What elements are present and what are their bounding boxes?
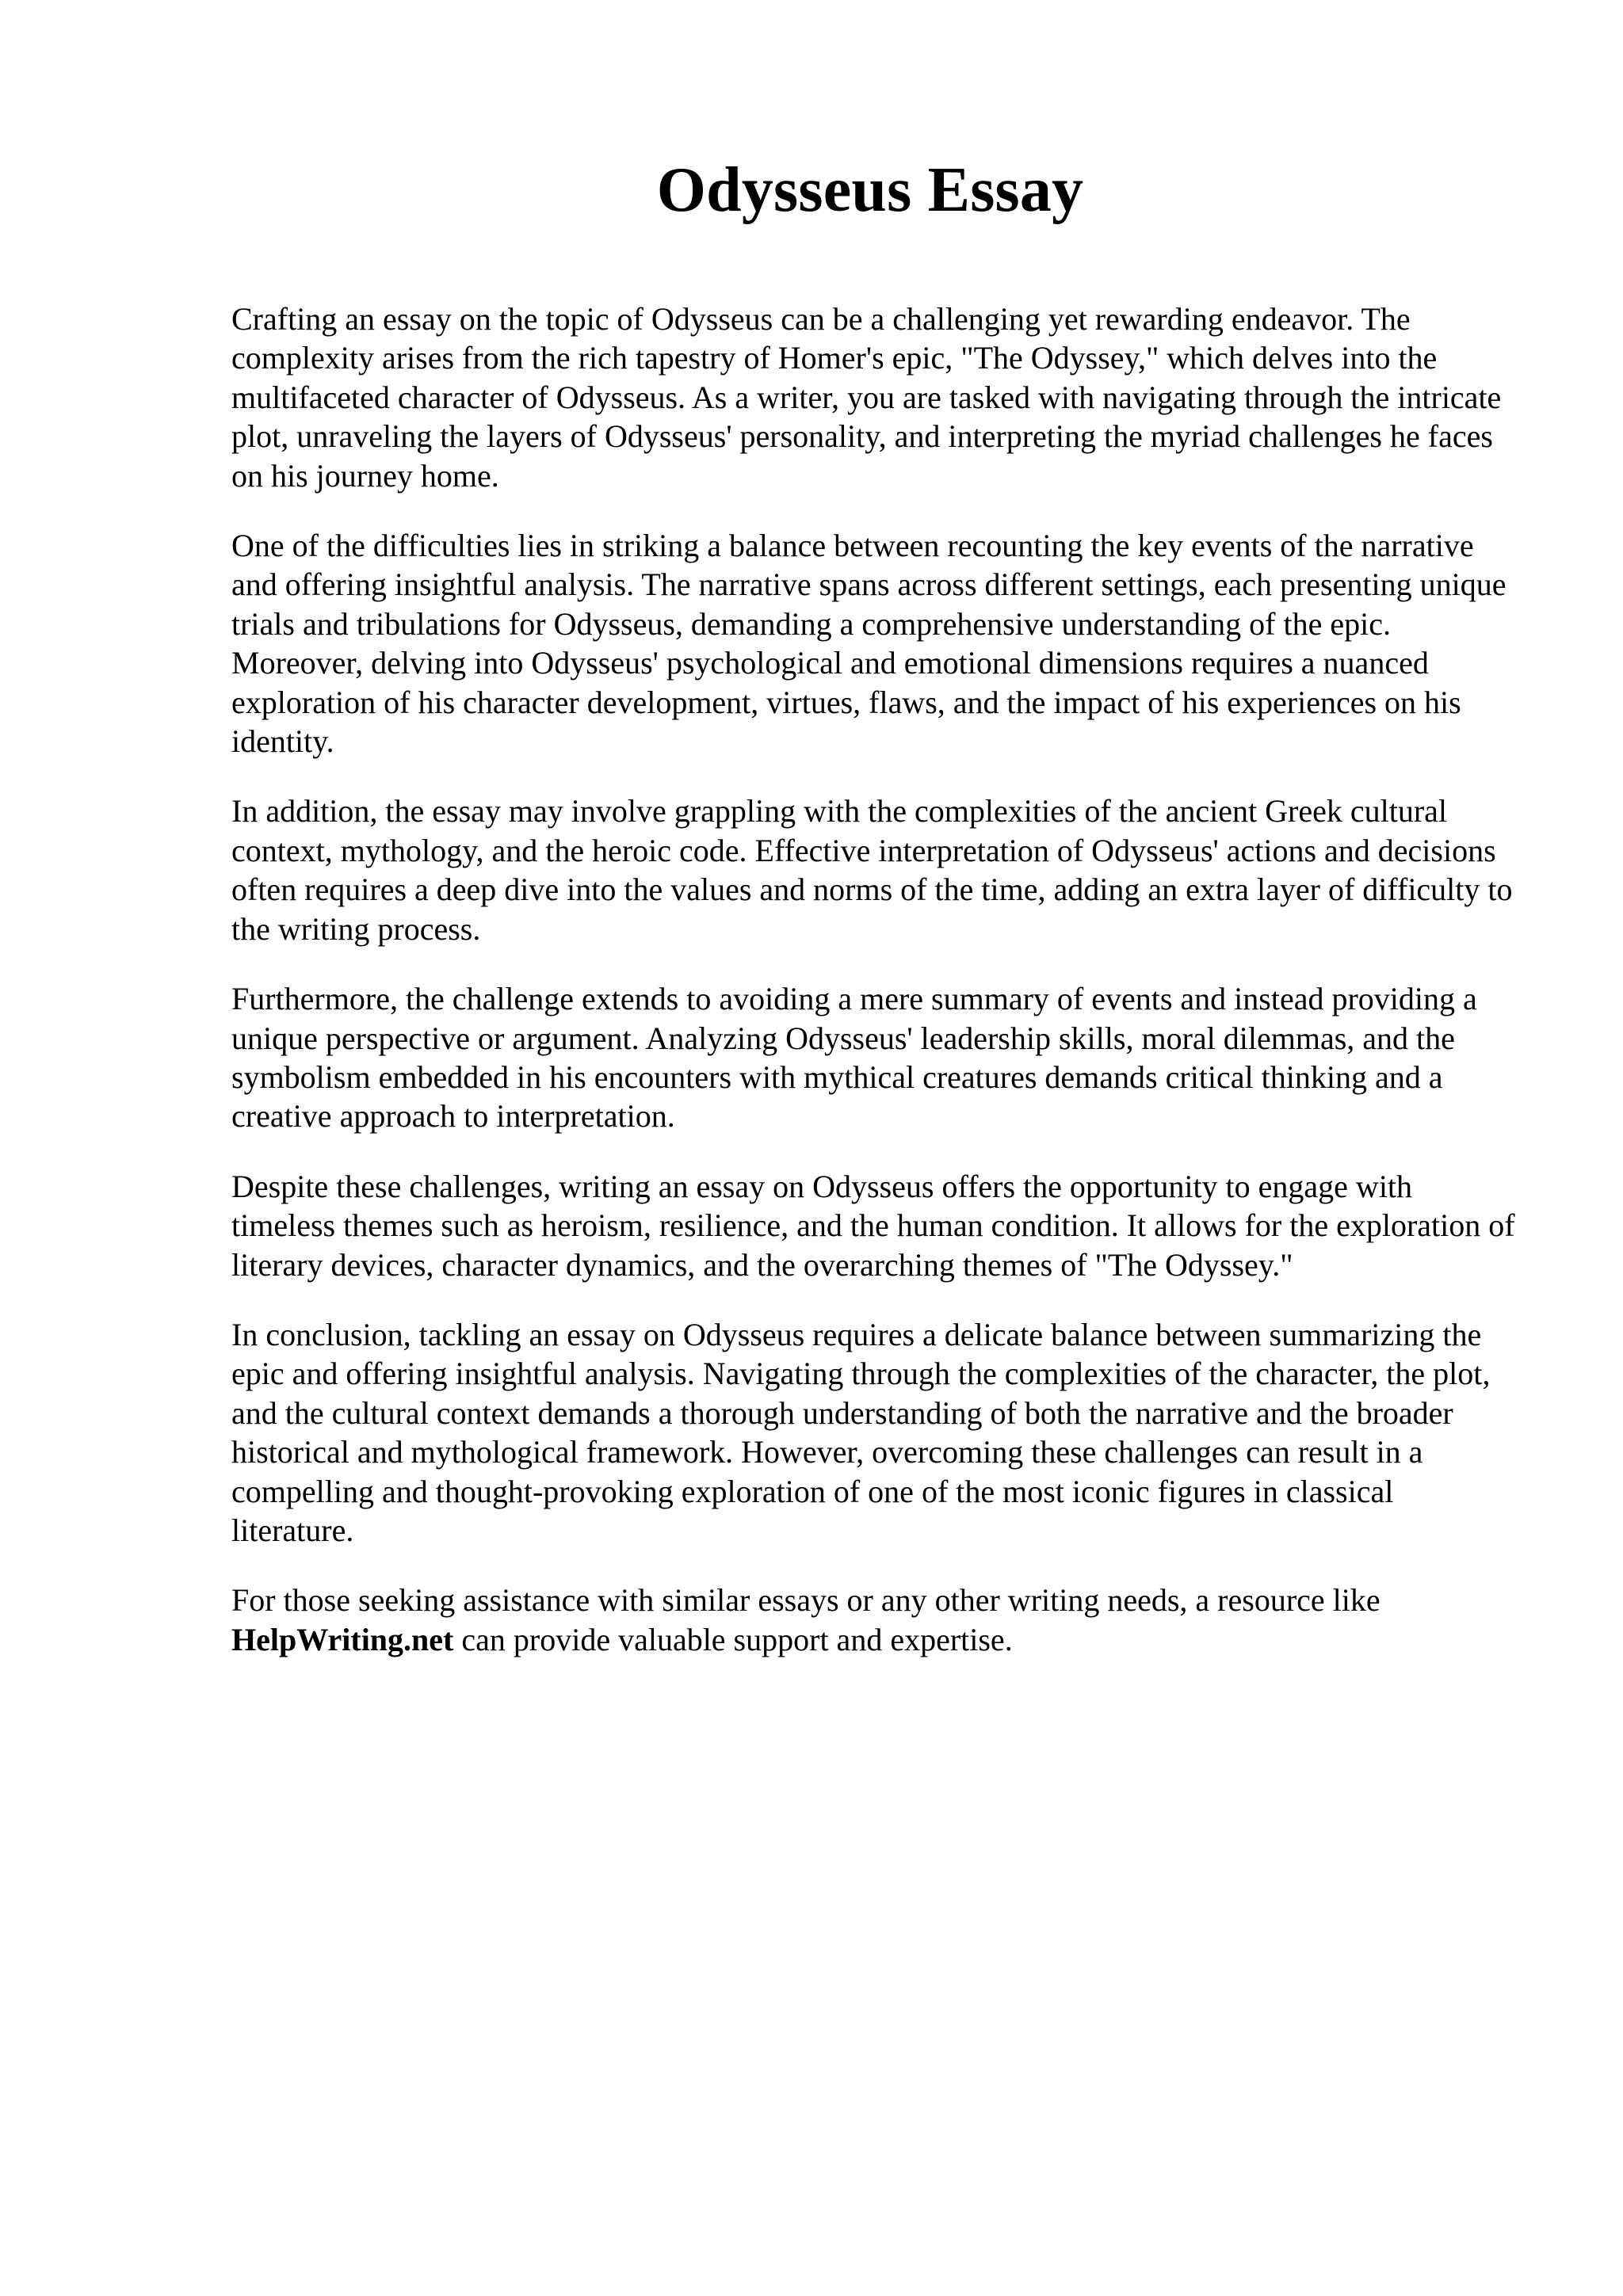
paragraph-conclusion: In conclusion, tackling an essay on Odysseus requires a delicate balance between summarizing the epic and offering insightful analysis. Navigating through the complexities of the character, the plot, and the cultural context demands a thorough understanding of both the narrative and the broader historical and mythological framework. However, overcoming these challenges can result in a compelling and thought-provoking exploration of one of the most iconic figures in classical literature. [231,1316,1491,1548]
paragraph-closing [231,1581,1515,1659]
paragraph-cultural-context: In addition, the essay may involve grappling with the complexities of the ancient Greek cultural context, mythology, and the heroic code. Effective interpretation of Odysseus' actions and decisions often requires a deep dive into the values and norms of the time, adding an extra layer of difficulty to the writing process. [231,793,1513,947]
essay-body [231,299,1515,1690]
paragraph-themes: Despite these challenges, writing an essay on Odysseus offers the opportunity to engage with timeless themes such as heroism, resilience, and the human condition. It allows for the exploration of literary devices, character dynamics, and the overarching themes of "The Odyssey." [231,1168,1515,1283]
brand-name: HelpWriting.net [231,1621,454,1657]
paragraph-perspective: Furthermore, the challenge extends to avoiding a mere summary of events and instead providing a unique perspective or argument. Analyzing Odysseus' leadership skills, moral dilemmas, and the symbolism embedded in his encounters with mythical creatures demands critical thinking and a creative approach to interpretation. [231,981,1477,1135]
page-title: Odysseus Essay [656,155,1084,225]
paragraph-difficulties: One of the difficulties lies in striking a balance between recounting the key events of the narrative and offering insightful analysis. The narrative spans across different settings, each presenting unique trials and tribulations for Odysseus, demanding a comprehensive understanding of the epic. Moreover, delving into Odysseus' psychological and emotional dimensions requires a nuanced exploration of his character development, virtues, flaws, and the impact of his experiences on his identity. [231,528,1507,760]
closing-text-before: For those seeking assistance with similar essays or any other writing needs, a resource like [231,1582,1381,1619]
paragraph-intro: Crafting an essay on the topic of Odysseus can be a challenging yet rewarding endeavor. The complexity arises from the rich tapestry of Homer's epic, "The Odyssey," which delves into the multifaceted character of Odysseus. As a writer, you are tasked with navigating through the intricate plot, unraveling the layers of Odysseus' personality, and interpreting the myriad challenges he faces on his journey home. [231,301,1502,494]
closing-text-after: can provide valuable support and expertise. [453,1621,1013,1657]
